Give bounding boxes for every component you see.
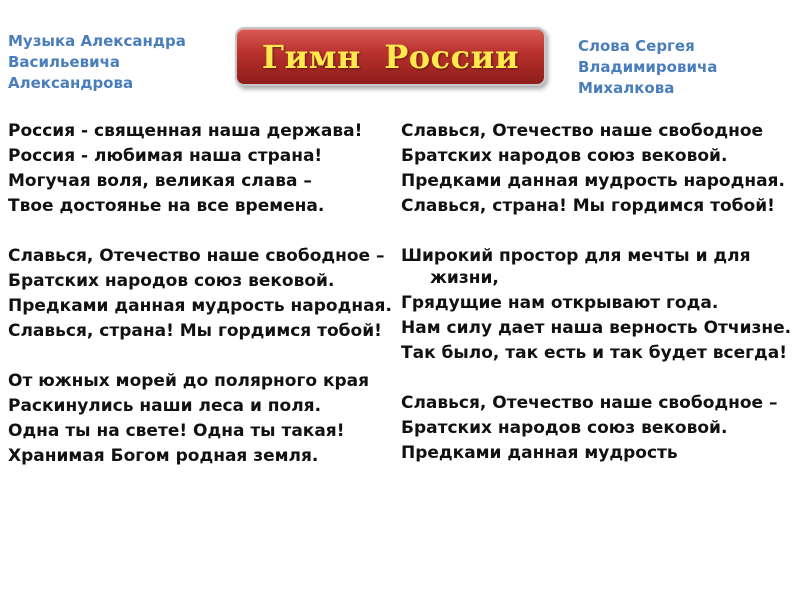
lyric-line: Братских народов союз вековой. [8, 271, 335, 291]
lyrics-column-right [401, 120, 796, 467]
lyric-line: Предками данная мудрость народная. [8, 296, 392, 316]
lyric-line: Предками данная мудрость народная. [401, 171, 785, 191]
lyric-line: Хранимая Богом родная земля. [8, 446, 319, 466]
lyric-line: От южных морей до полярного края [8, 371, 370, 391]
lyric-line: Грядущие нам открывают года. [401, 293, 719, 313]
lyric-line: Братских народов союз вековой. [401, 146, 728, 166]
stanza-gap [401, 220, 796, 245]
lyric-line: Славься, Отечество наше свободное – [8, 246, 385, 266]
lyric-line: Могучая воля, великая слава – [8, 171, 312, 191]
lyric-line: Россия - любимая наша страна! [8, 146, 323, 166]
lyrics-credit: Слова Сергея Владимировича Михалкова [578, 37, 718, 97]
lyric-line: Одна ты на свете! Одна ты такая! [8, 421, 345, 441]
title-banner [235, 27, 546, 86]
stanza-gap [8, 220, 392, 245]
lyric-line: Раскинулись наши леса и поля. [8, 396, 322, 416]
page-title: Гимн России [261, 37, 520, 76]
stanza-gap [401, 367, 796, 392]
lyric-line: Славься, Отечество наше свободное [401, 121, 764, 141]
lyrics-column-left [8, 120, 392, 470]
lyric-line: Россия - священная наша держава! [8, 121, 363, 141]
lyric-line: Твое достоянье на все времена. [8, 196, 325, 216]
stanza-gap [8, 345, 392, 370]
music-credit: Музыка Александра Васильевича Александрова [8, 32, 186, 92]
lyric-line: Славься, Отечество наше свободное – [401, 393, 778, 413]
lyric-line: Братских народов союз вековой. [401, 418, 728, 438]
lyric-line: Так было, так есть и так будет всегда! [401, 343, 787, 363]
lyric-line: Славься, страна! Мы гордимся тобой! [8, 321, 382, 341]
lyric-line: Славься, страна! Мы гордимся тобой! [401, 196, 775, 216]
lyric-line: Широкий простор для мечты и для жизни, [401, 246, 751, 288]
lyric-line: Нам силу дает наша верность Отчизне. [401, 318, 792, 338]
lyric-line: Предками данная мудрость [401, 443, 678, 463]
